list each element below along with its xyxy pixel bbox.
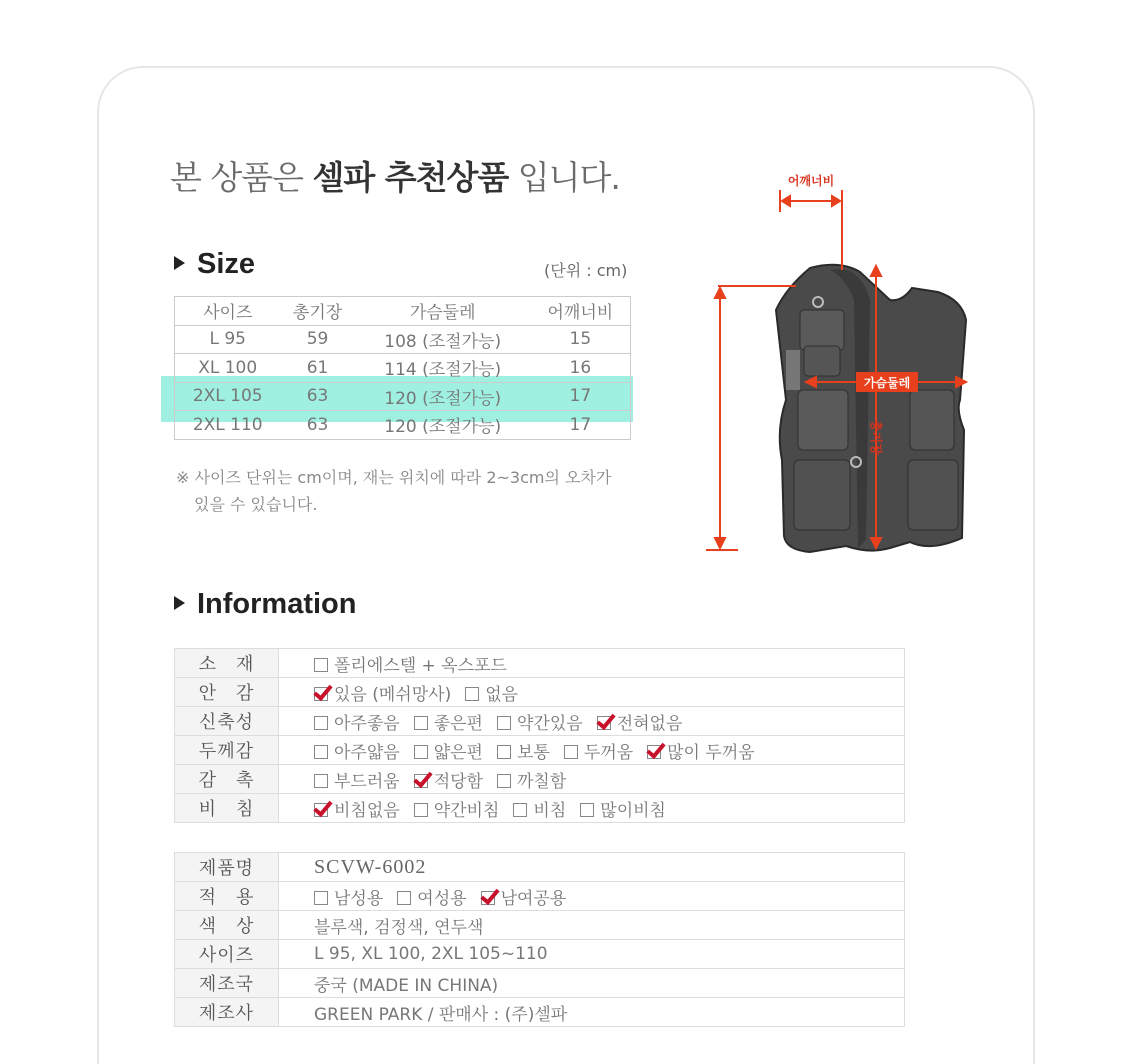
header-size: 사이즈 bbox=[175, 297, 281, 326]
table-row bbox=[175, 411, 631, 440]
table-row bbox=[175, 940, 905, 969]
cell-length: 63 bbox=[280, 382, 354, 411]
info-options: 비침없음 약간비침 비침 많이비침 bbox=[279, 794, 905, 823]
triangle-bullet-icon bbox=[174, 256, 185, 270]
info-options: 부드러움 적당함 까칠함 bbox=[279, 765, 905, 794]
table-row bbox=[175, 853, 905, 882]
cell-chest: 120 (조절가능) bbox=[355, 411, 531, 440]
cell-size: L 95 bbox=[175, 325, 281, 354]
checkbox bbox=[465, 687, 479, 701]
cell-size: 2XL 110 bbox=[175, 411, 281, 440]
sizes-value: L 95, XL 100, 2XL 105~110 bbox=[279, 940, 905, 969]
cell-shoulder: 17 bbox=[531, 411, 631, 440]
header-length: 총기장 bbox=[280, 297, 354, 326]
info-options: 남성용 여성용 남여공용 bbox=[279, 882, 905, 911]
table-row bbox=[175, 998, 905, 1027]
checkbox bbox=[414, 745, 428, 759]
checkbox bbox=[497, 745, 511, 759]
vest-measurement-diagram bbox=[690, 160, 990, 570]
checkbox bbox=[414, 803, 428, 817]
table-row bbox=[175, 325, 631, 354]
checkbox bbox=[564, 745, 578, 759]
info-key: 사이즈 bbox=[175, 940, 279, 969]
checkbox bbox=[513, 803, 527, 817]
checkbox bbox=[497, 716, 511, 730]
shoulder-arrow bbox=[780, 190, 842, 270]
table-row bbox=[175, 382, 631, 411]
table-row bbox=[175, 969, 905, 998]
header-shoulder: 어깨너비 bbox=[531, 297, 631, 326]
header-chest: 가슴둘레 bbox=[355, 297, 531, 326]
material-info-table bbox=[174, 648, 905, 823]
info-key: 제품명 bbox=[175, 853, 279, 882]
cell-shoulder: 15 bbox=[531, 325, 631, 354]
cell-size: 2XL 105 bbox=[175, 382, 281, 411]
cell-chest: 120 (조절가능) bbox=[355, 382, 531, 411]
cell-length: 59 bbox=[280, 325, 354, 354]
checked-checkbox bbox=[314, 803, 328, 817]
origin-value: 중국 (MADE IN CHINA) bbox=[279, 969, 905, 998]
checkbox bbox=[314, 891, 328, 905]
table-row bbox=[175, 649, 905, 678]
product-info-table bbox=[174, 852, 905, 1027]
table-row bbox=[175, 911, 905, 940]
checked-checkbox bbox=[647, 745, 661, 759]
info-key: 신축성 bbox=[175, 707, 279, 736]
checkbox bbox=[397, 891, 411, 905]
checkbox bbox=[580, 803, 594, 817]
note-line: ※ 사이즈 단위는 cm이며, 재는 위치에 따라 2~3cm의 오차가 bbox=[176, 468, 612, 487]
table-row bbox=[175, 707, 905, 736]
checkbox bbox=[414, 716, 428, 730]
table-row bbox=[175, 794, 905, 823]
maker-value: GREEN PARK / 판매사 : (주)셀파 bbox=[279, 998, 905, 1027]
info-options: 있음 (메쉬망사) 없음 bbox=[279, 678, 905, 707]
triangle-bullet-icon bbox=[174, 596, 185, 610]
cell-length: 61 bbox=[280, 354, 354, 383]
size-table bbox=[174, 296, 631, 440]
cell-size: XL 100 bbox=[175, 354, 281, 383]
info-key: 소 재 bbox=[175, 649, 279, 678]
info-key: 두께감 bbox=[175, 736, 279, 765]
headline: 본 상품은 셀파 추천상품 입니다. bbox=[170, 158, 620, 197]
table-row bbox=[175, 736, 905, 765]
shoulder-label: 어깨너비 bbox=[787, 174, 835, 188]
checked-checkbox bbox=[597, 716, 611, 730]
table-row bbox=[175, 882, 905, 911]
checkbox bbox=[314, 774, 328, 788]
color-value: 블루색, 검정색, 연두색 bbox=[279, 911, 905, 940]
info-key: 제조국 bbox=[175, 969, 279, 998]
checked-checkbox bbox=[481, 891, 495, 905]
table-row bbox=[175, 678, 905, 707]
info-options: 폴리에스텔 + 옥스포드 bbox=[279, 649, 905, 678]
note-line: 있을 수 있습니다. bbox=[194, 495, 318, 514]
info-options: 아주좋음 좋은편 약간있음 전혀없음 bbox=[279, 707, 905, 736]
checked-checkbox bbox=[414, 774, 428, 788]
checkbox bbox=[314, 658, 328, 672]
cell-length: 63 bbox=[280, 411, 354, 440]
length-label: 총기장 bbox=[869, 420, 883, 455]
info-key: 제조사 bbox=[175, 998, 279, 1027]
model-name: SCVW-6002 bbox=[279, 853, 905, 882]
checkbox bbox=[314, 745, 328, 759]
info-key: 비 침 bbox=[175, 794, 279, 823]
chest-label: 가슴둘레 bbox=[863, 376, 911, 390]
table-row bbox=[175, 354, 631, 383]
size-table-header bbox=[175, 297, 631, 326]
size-section-title: Size bbox=[174, 248, 255, 281]
cell-shoulder: 16 bbox=[531, 354, 631, 383]
cell-chest: 114 (조절가능) bbox=[355, 354, 531, 383]
info-key: 색 상 bbox=[175, 911, 279, 940]
info-section-title: Information bbox=[174, 588, 357, 621]
info-key: 적 용 bbox=[175, 882, 279, 911]
info-key: 안 감 bbox=[175, 678, 279, 707]
cell-chest: 108 (조절가능) bbox=[355, 325, 531, 354]
size-note bbox=[176, 464, 646, 518]
checked-checkbox bbox=[314, 687, 328, 701]
cell-shoulder: 17 bbox=[531, 382, 631, 411]
checkbox bbox=[314, 716, 328, 730]
info-key: 감 촉 bbox=[175, 765, 279, 794]
checkbox bbox=[497, 774, 511, 788]
table-row bbox=[175, 765, 905, 794]
vest-image bbox=[776, 265, 966, 552]
unit-label: (단위 : cm) bbox=[544, 261, 628, 280]
info-options: 아주얇음 얇은편 보통 두꺼움 많이 두꺼움 bbox=[279, 736, 905, 765]
